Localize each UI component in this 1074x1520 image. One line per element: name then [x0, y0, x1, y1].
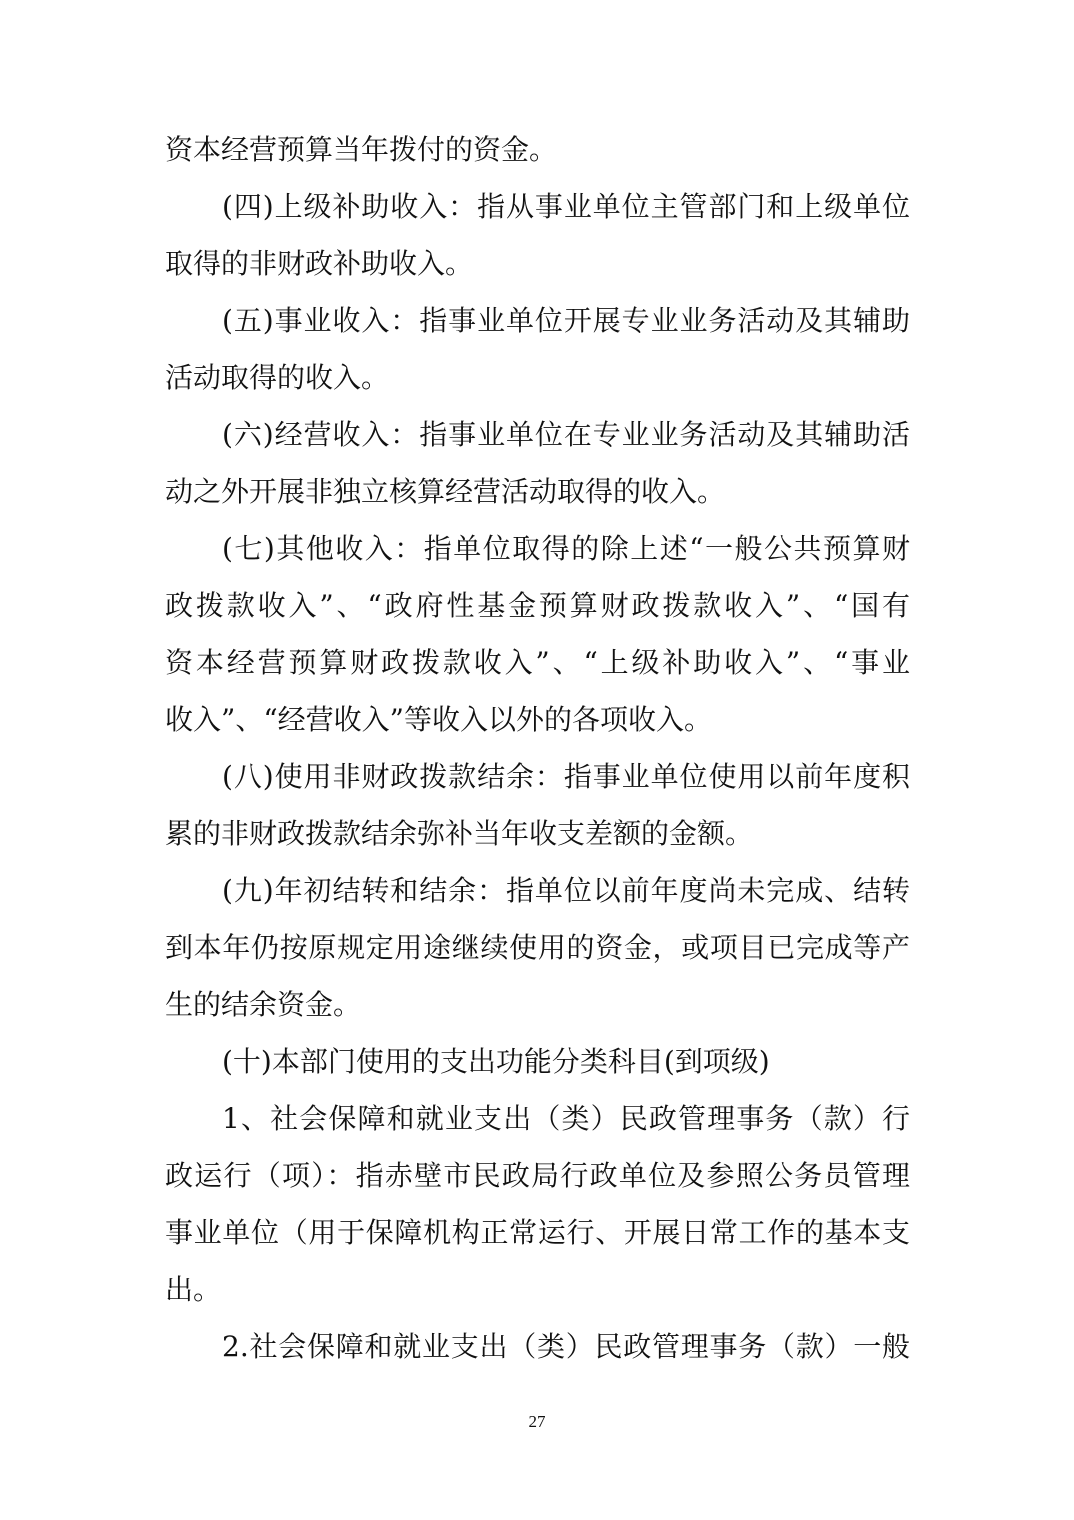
text-line: (五)事业收入：指事业单位开展专业业务活动及其辅助	[222, 304, 910, 337]
text-line: 2.社会保障和就业支出（类）民政管理事务（款）一般	[222, 1330, 910, 1363]
text-line: 政拨款收入”、“政府性基金预算财政拨款收入”、“国有	[165, 589, 910, 622]
text-line: 动之外开展非独立核算经营活动取得的收入。	[165, 475, 726, 508]
text-line: (八)使用非财政拨款结余：指事业单位使用以前年度积	[222, 760, 910, 793]
text-line: 取得的非财政补助收入。	[165, 247, 474, 280]
text-line: (七)其他收入：指单位取得的除上述“一般公共预算财	[222, 532, 910, 565]
text-line: 出。	[165, 1273, 222, 1306]
text-line: 累的非财政拨款结余弥补当年收支差额的金额。	[165, 817, 754, 850]
text-line: 收入”、“经营收入”等收入以外的各项收入。	[165, 703, 712, 736]
text-line: 事业单位（用于保障机构正常运行、开展日常工作的基本支	[165, 1216, 910, 1249]
text-line: (六)经营收入：指事业单位在专业业务活动及其辅助活	[222, 418, 910, 451]
text-line: 到本年仍按原规定用途继续使用的资金，或项目已完成等产	[165, 931, 910, 964]
text-line: (十)本部门使用的支出功能分类科目(到项级)	[222, 1045, 770, 1078]
text-line: 资本经营预算财政拨款收入”、“上级补助收入”、“事业	[165, 646, 910, 679]
text-line: 资本经营预算当年拨付的资金。	[165, 133, 558, 166]
text-line: (四)上级补助收入：指从事业单位主管部门和上级单位	[222, 190, 910, 223]
text-line: 生的结余资金。	[165, 988, 362, 1021]
text-line: 活动取得的收入。	[165, 361, 390, 394]
text-line: 1、社会保障和就业支出（类）民政管理事务（款）行	[222, 1102, 910, 1135]
text-line: (九)年初结转和结余：指单位以前年度尚未完成、结转	[222, 874, 910, 907]
text-line: 政运行（项）：指赤壁市民政局行政单位及参照公务员管理	[165, 1159, 910, 1192]
page-number: 27	[528, 1412, 546, 1431]
